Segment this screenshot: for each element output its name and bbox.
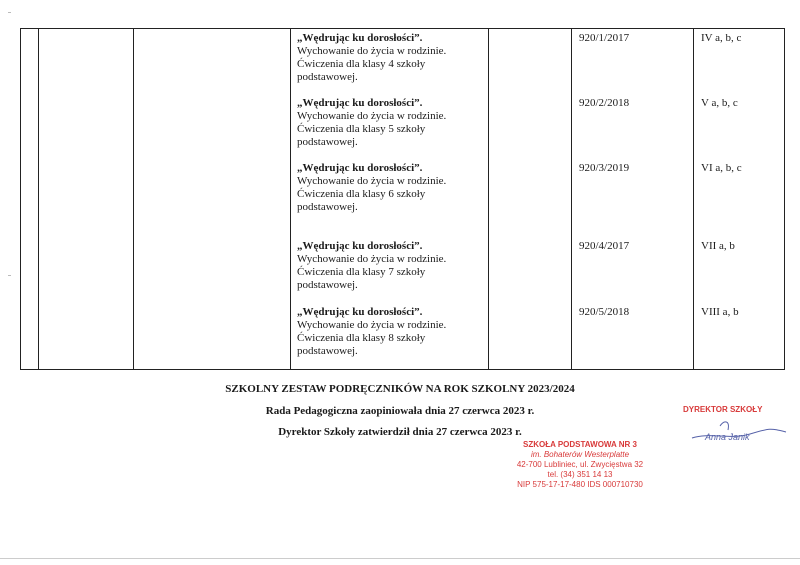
stamp-school-name: SZKOŁA PODSTAWOWA NR 3 (523, 440, 637, 449)
textbook-entry (297, 32, 487, 84)
textbook-desc-line: Ćwiczenia dla klasy 8 szkoły (297, 332, 426, 344)
document-heading: SZKOLNY ZESTAW PODRĘCZNIKÓW NA ROK SZKOLNY 2023/2024 (225, 383, 575, 395)
textbook-desc-line: Wychowanie do życia w rodzinie. (297, 110, 447, 122)
stamp-address: 42-700 Lubliniec, ul. Zwycięstwa 32 (516, 460, 644, 469)
textbook-title: „Wędrując ku dorosłości”. (297, 240, 423, 252)
stamp-tax-ids: NIP 575-17-17-480 IDS 000710730 (517, 480, 643, 489)
textbook-desc-line: Wychowanie do życia w rodzinie. (297, 319, 447, 331)
textbook-desc-line: podstawowej. (297, 201, 358, 213)
stamp-patron: im. Bohaterów Westerplatte (530, 450, 630, 459)
column-divider (571, 29, 572, 369)
margin-mark (8, 12, 11, 13)
textbook-title: „Wędrując ku dorosłości”. (297, 162, 423, 174)
stamp-phone: tel. (34) 351 14 13 (547, 470, 613, 479)
signature-name: Anna Janik (705, 432, 750, 442)
textbook-title: „Wędrując ku dorosłości”. (297, 32, 423, 44)
textbook-title: „Wędrując ku dorosłości”. (297, 97, 423, 109)
approval-number: 920/4/2017 (579, 240, 630, 252)
textbook-entry (297, 162, 487, 214)
class-list: VI a, b, c (701, 162, 742, 174)
class-list: IV a, b, c (701, 32, 742, 44)
textbook-title: „Wędrując ku dorosłości”. (297, 306, 423, 318)
page-bottom-rule (0, 558, 800, 559)
textbook-desc-line: podstawowej. (297, 345, 358, 357)
class-list: V a, b, c (701, 97, 738, 109)
column-divider (693, 29, 694, 369)
textbook-desc-line: Wychowanie do życia w rodzinie. (297, 175, 447, 187)
textbook-desc-line: Wychowanie do życia w rodzinie. (297, 45, 447, 57)
approval-number: 920/2/2018 (579, 97, 630, 109)
textbook-desc-line: Ćwiczenia dla klasy 6 szkoły (297, 188, 426, 200)
textbook-desc-line: podstawowej. (297, 279, 358, 291)
director-stamp-title: DYREKTOR SZKOŁY (683, 405, 763, 414)
textbook-desc-line: podstawowej. (297, 71, 358, 83)
approval-number: 920/1/2017 (579, 32, 630, 44)
column-divider (488, 29, 489, 369)
textbook-desc-line: Ćwiczenia dla klasy 4 szkoły (297, 58, 426, 70)
director-approval-line: Dyrektor Szkoły zatwierdził dnia 27 czerwca 2023 r. (278, 426, 522, 438)
class-list: VII a, b (701, 240, 735, 252)
textbook-entry (297, 97, 487, 149)
textbook-entry (297, 306, 487, 358)
column-divider (290, 29, 291, 369)
class-list: VIII a, b (701, 306, 739, 318)
column-divider (133, 29, 134, 369)
council-opinion-line: Rada Pedagogiczna zaopiniowała dnia 27 czerwca 2023 r. (265, 405, 535, 417)
column-divider (38, 29, 39, 369)
textbook-table (20, 28, 785, 370)
textbook-desc-line: podstawowej. (297, 136, 358, 148)
textbook-desc-line: Ćwiczenia dla klasy 5 szkoły (297, 123, 426, 135)
textbook-desc-line: Ćwiczenia dla klasy 7 szkoły (297, 266, 426, 278)
approval-number: 920/3/2019 (579, 162, 630, 174)
textbook-entry (297, 240, 487, 292)
textbook-desc-line: Wychowanie do życia w rodzinie. (297, 253, 447, 265)
margin-mark (8, 275, 11, 276)
approval-number: 920/5/2018 (579, 306, 630, 318)
